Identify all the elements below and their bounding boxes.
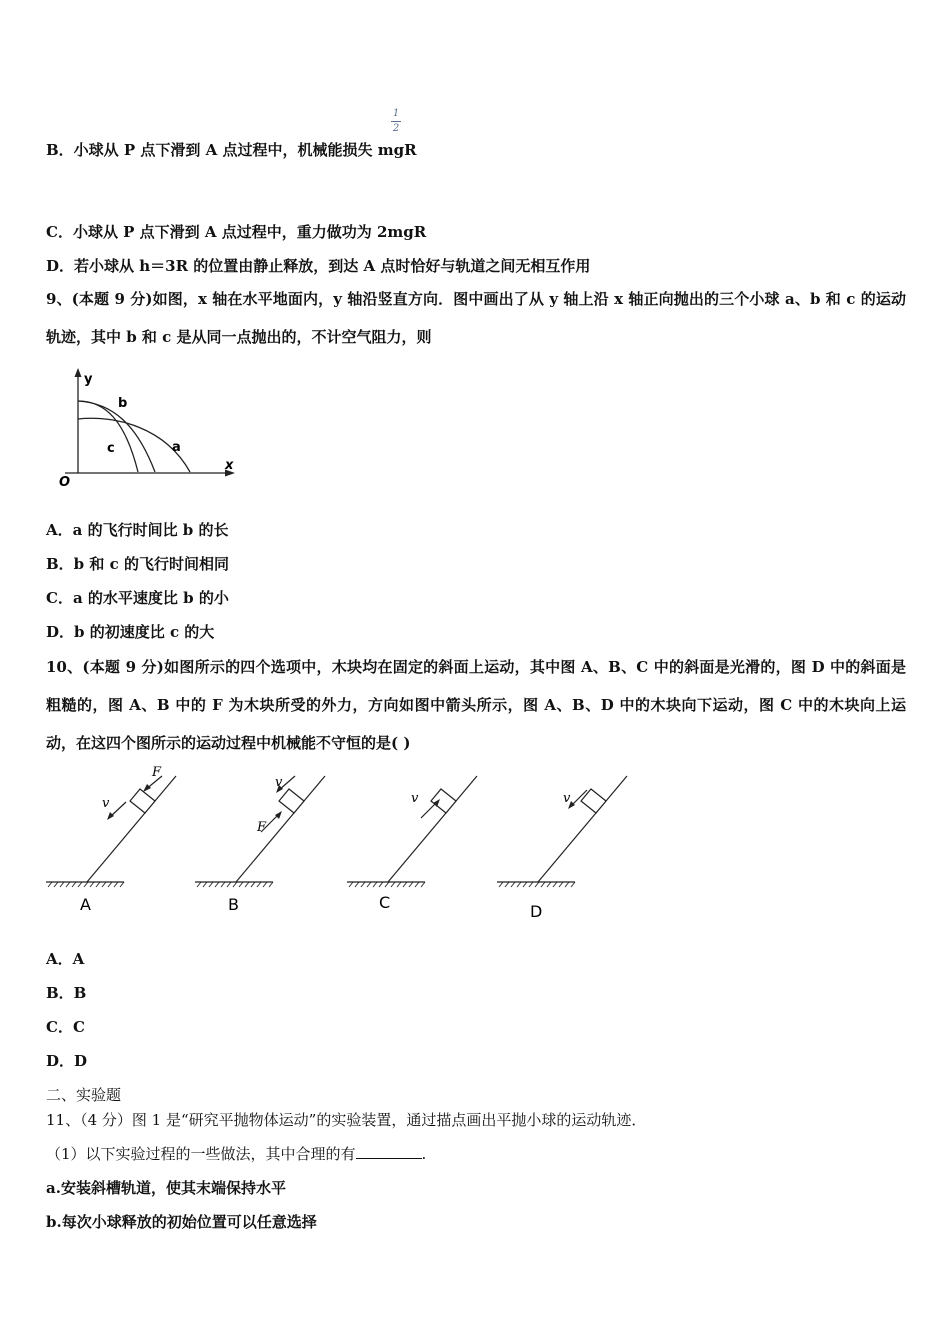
section-heading-experiment: 二、实验题: [46, 1086, 122, 1104]
q11-option-a: a.安装斜槽轨道，使其末端保持水平: [46, 1179, 286, 1197]
block: [431, 789, 456, 813]
q10-option-a: A．A: [46, 950, 85, 968]
incline: [538, 776, 627, 882]
answer-blank[interactable]: [356, 1144, 422, 1159]
block: [130, 789, 155, 813]
q11-option-b: b.每次小球释放的初始位置可以任意选择: [46, 1213, 317, 1231]
block: [279, 789, 304, 813]
ground-hatch: [349, 882, 425, 887]
origin-label: O: [59, 475, 71, 490]
figure-caption: D: [530, 902, 543, 921]
ground-hatch: [499, 882, 575, 887]
q9-stem: 9、(本题 9 分)如图，x 轴在水平地面内，y 轴沿竖直方向．图中画出了从 y 轴上沿 x 轴正向抛出的三个小球 a、b 和 c 的运动轨迹，其中 b 和 c 是从同一点抛出的，不计空气阻力，则: [46, 290, 906, 346]
figure-caption: B: [228, 895, 239, 914]
q8-option-b: B．小球从 P 点下滑到 A 点过程中，机械能损失 mgR: [46, 141, 417, 159]
curve-b: [78, 401, 155, 472]
fraction-bar: [391, 121, 401, 122]
force-label: F: [152, 765, 162, 780]
q11-stem: 11、（4 分）图 1 是“研究平抛物体运动”的实验装置，通过描点画出平抛小球的运动轨迹．: [46, 1111, 647, 1129]
q10-option-d: D．D: [46, 1052, 88, 1070]
velocity-arrowhead: [107, 812, 114, 820]
q9-option-d: D．b 的初速度比 c 的大: [46, 623, 215, 641]
fraction-one-half: [391, 108, 401, 135]
force-label: F: [257, 820, 267, 835]
curve-a-label: a: [172, 440, 181, 455]
q10-figure-a: [44, 760, 184, 920]
q11-sub1-text: （1）以下实验过程的一些做法，其中合理的有: [46, 1145, 356, 1163]
y-axis-label: y: [84, 372, 93, 387]
q8-option-d: D．若小球从 h＝3R 的位置由静止释放，到达 A 点时恰好与轨道之间无相互作用: [46, 257, 591, 275]
fraction-numerator: 1: [392, 108, 400, 119]
ground-hatch: [48, 882, 124, 887]
velocity-label: v: [411, 791, 419, 806]
q10-option-b: B．B: [46, 984, 87, 1002]
x-axis-label: x: [225, 458, 234, 473]
q10-figure-c: [345, 760, 485, 920]
q9-option-a: A．a 的飞行时间比 b 的长: [46, 521, 229, 539]
ground-hatch: [197, 882, 273, 887]
figure-caption: C: [379, 893, 391, 912]
q10-figure-b: [193, 760, 333, 920]
q9-option-c: C．a 的水平速度比 b 的小: [46, 589, 229, 607]
curve-b-label: b: [118, 396, 128, 411]
curve-c: [78, 401, 138, 472]
q9-option-b: B．b 和 c 的飞行时间相同: [46, 555, 229, 573]
incline: [236, 776, 325, 882]
curve-c-label: c: [107, 441, 115, 456]
q10-stem: 10、(本题 9 分)如图所示的四个选项中，木块均在固定的斜面上运动，其中图 A、B、C 中的斜面是光滑的，图 D 中的斜面是粗糙的，图 A、B 中的 F 为木块所受的外力，方向如图中箭头所示，图 A、B、D 中的木块向下运动，图 C 中的木块向上运动，在这四个图所示的运动过程中机械能不守恒的是( ): [46, 658, 906, 752]
fraction-denominator: 2: [392, 123, 400, 134]
force-arrowhead: [143, 784, 151, 792]
q10-figure-d: [495, 760, 635, 925]
figure-caption: A: [80, 895, 91, 914]
velocity-label: v: [275, 775, 283, 790]
incline: [388, 776, 477, 882]
q8-option-c: C．小球从 P 点下滑到 A 点过程中，重力做功为 2mgR: [46, 223, 427, 241]
q9-trajectory-figure: [55, 365, 245, 490]
incline: [87, 776, 176, 882]
force-arrowhead: [275, 811, 282, 819]
q11-sub1: [46, 1144, 426, 1164]
y-axis-arrow: [75, 368, 82, 377]
q11-sub1-end: .: [421, 1145, 427, 1163]
q10-option-c: C．C: [46, 1018, 85, 1036]
velocity-label: v: [102, 796, 110, 811]
velocity-label: v: [563, 791, 571, 806]
